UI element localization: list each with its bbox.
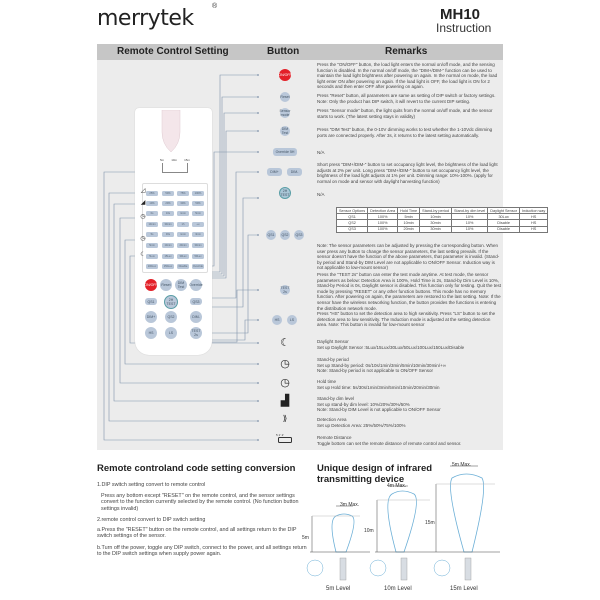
max-width-10m: 4m Max.: [387, 483, 407, 489]
hs-button[interactable]: HS: [272, 315, 282, 325]
key-panel: [142, 183, 208, 273]
clock-icon: ◷: [140, 214, 146, 220]
qs-cell: HS: [520, 226, 548, 232]
remark-dim-test: Press "DIM Test" button, the 0-10V dimming works to test whether the 1-10Vdc dimming ports are connected properly. After 3s, it returns to the latest setting automatically.: [317, 127, 493, 138]
remote-key[interactable]: 1h: [177, 222, 189, 227]
subtitle: Instruction: [436, 21, 492, 35]
remote-key[interactable]: Override: [193, 265, 203, 268]
remote-key[interactable]: 1min: [177, 211, 189, 216]
remote-qs1-button[interactable]: QS1: [145, 298, 157, 305]
remote-qs2-button[interactable]: QS2: [165, 311, 177, 323]
qs-header-cell: Stand-by dim level: [451, 208, 487, 214]
remote-key[interactable]: 20%: [162, 201, 174, 206]
remote-key[interactable]: 10s: [162, 211, 174, 216]
onoff-button[interactable]: ON/OFF: [279, 69, 291, 81]
remark-hs-ls: Press "HS" button to set the detection area to high sensitivity. Press "LS" button to set the detection area to low sensitivity. The Induction mode is adjusted at the setting detection area. Note: This button is invalid for low-mount sensor: [317, 311, 496, 328]
remote-key[interactable]: 5s: [146, 232, 158, 237]
conversion-title: Remote controland code setting conversion: [97, 463, 296, 474]
registered-mark: ®: [212, 3, 218, 10]
standby-clock-icon: ◷: [140, 236, 146, 242]
remark-test2h: N/A: [317, 192, 325, 197]
remote-key[interactable]: 30Lux: [177, 254, 189, 259]
remote-key[interactable]: 30%: [177, 201, 189, 206]
ls-button[interactable]: LS: [287, 315, 297, 325]
test-2s-button[interactable]: TEST 2s: [280, 286, 290, 294]
qs-cell: 30Lux: [488, 214, 520, 220]
remark-standby-period: Stand-by period Set up Stand-by period: 0s/10s/1min/3min/5min/10min/30min/+∞ Note: Stand-by period is not applicable to ON/OFF Sensor: [317, 357, 446, 374]
dim-minus-button[interactable]: DIM-: [287, 168, 302, 176]
qs-cell: 100%: [368, 226, 398, 232]
infrared-emitter: [158, 110, 184, 154]
height-15m: 15m: [425, 520, 435, 526]
remote-dimminus-button[interactable]: DIM-: [190, 311, 202, 323]
height-5m: 5m: [302, 535, 309, 541]
level-15m-label: 15m Level: [450, 586, 478, 592]
qs-header-cell: Hold Time: [398, 208, 420, 214]
qs-table: [336, 207, 548, 233]
remote-key[interactable]: 100%: [192, 191, 204, 196]
qs-cell: 10min: [398, 220, 420, 226]
remote-key[interactable]: 10%: [146, 201, 158, 206]
remote-test2s-button[interactable]: TEST 2s: [191, 329, 201, 337]
qs3-button[interactable]: QS3: [294, 230, 304, 240]
remote-key[interactable]: 0s: [146, 211, 158, 216]
level-10m-label: 10m Level: [384, 586, 412, 592]
qs-cell: 10min: [420, 214, 452, 220]
remote-key[interactable]: 100Lux: [147, 265, 157, 268]
dip-label-10m: 10m: [171, 158, 178, 162]
remote-key[interactable]: 10min: [162, 243, 174, 248]
remote-key[interactable]: 10min: [146, 222, 158, 227]
daylight-icon: ☾: [140, 252, 146, 258]
qs-cell: 30min: [420, 226, 452, 232]
qs-header-cell: Sensor Options: [337, 208, 368, 214]
daylight-sensor-icon: ☾: [280, 337, 290, 349]
remark-daylight: Daylight Sensor Set up Daylight Sensor :5Lux/15Lux/30Lux/50Lux/100Lux/150Lux/Disable: [317, 339, 465, 350]
qs-header-cell: Induction way: [520, 208, 548, 214]
test-2h-button[interactable]: 2H TEST: [280, 189, 290, 197]
infrared-title: Unique design of infrared transmitting device: [317, 463, 433, 485]
remote-key[interactable]: 150Lux: [163, 265, 173, 268]
remote-key[interactable]: 1min: [177, 232, 189, 237]
qs-cell: 10%: [451, 214, 487, 220]
remote-key[interactable]: 20min: [177, 243, 189, 248]
remote-key[interactable]: 25%: [146, 191, 158, 196]
remote-qs3-button[interactable]: QS3: [190, 298, 202, 305]
brand-logo: merrytek: [97, 6, 194, 31]
conversion-step-1: 1.DIP switch setting convert to remote control: [97, 482, 206, 488]
qs1-button[interactable]: QS1: [266, 230, 276, 240]
remote-override-button[interactable]: Override: [190, 279, 202, 291]
conversion-step-2: 2.remote control convert to DIP switch setting: [97, 517, 206, 523]
remote-key[interactable]: 50Lux: [192, 254, 204, 259]
qs-cell: QS1: [337, 214, 368, 220]
remark-remote-distance: Remote Distance Toggle bottom can set the remote distance of remote control and sensor.: [317, 435, 462, 446]
remote-key[interactable]: 30s: [162, 232, 174, 237]
qs-cell: Disable: [488, 220, 520, 226]
remote-dimtest-button[interactable]: DIM Test: [175, 279, 187, 291]
max-width-5m: 3m Max.: [340, 502, 360, 508]
dim-plus-button[interactable]: DIM+: [267, 168, 282, 176]
qs-cell: QS2: [337, 220, 368, 226]
remote-key[interactable]: 50%: [192, 201, 204, 206]
detection-area-icon: ◿: [140, 188, 146, 194]
qs-table-row: [337, 226, 548, 232]
remark-detection: Detection Area Set up Detection Area: 25%/50%/75%/100%: [317, 417, 406, 428]
dip-switch-labels: [160, 158, 190, 162]
remote-key[interactable]: 15Lux: [162, 254, 174, 259]
dim-test-button[interactable]: DIM Test: [281, 127, 289, 135]
remote-key[interactable]: Disable: [178, 265, 188, 268]
remote-dimplus-button[interactable]: DIM+: [145, 311, 157, 323]
qs-cell: 10%: [451, 220, 487, 226]
remark-dim: Short press "DIM+/DIM-" button to set occupancy light level, the brightness of the load light adjusts at 2% per unit. Long press "DIM+/DIM-" button to set occupancy light level, the brightness of the load light adjusts at 1% per unit. Dimming range: 10%-100%. (apply for normal on mode and sensor with daylight harvesting function): [317, 162, 498, 184]
remote-key[interactable]: 3min: [192, 232, 204, 237]
qs2-button[interactable]: QS2: [280, 230, 290, 240]
model-title: MH10: [440, 6, 481, 23]
qs-cell: 10%: [451, 226, 487, 232]
reset-button[interactable]: Reset: [280, 92, 290, 102]
remote-test2h-button[interactable]: 2H TEST: [164, 295, 178, 309]
level-5m-label: 5m Level: [326, 586, 351, 592]
remark-override: N/A: [317, 150, 325, 155]
qs-cell: HS: [520, 214, 548, 220]
remark-onoff: Press the "ON/OFF" button, the load light enters the normal on/off mode, and the sensing function is disabled. In the normal on/off mode, the "DIM+/DIM-" function can be used to maintain the load light brightness after powering on again. In the normal on mode, the load light enter ON after powering on again. If the load light is OFF, the load light is ON for 2 seconds and then enter OFF after powering on again.: [317, 62, 498, 90]
qs-cell: 100%: [368, 220, 398, 226]
remote-key[interactable]: 5min: [146, 243, 158, 248]
col-button: Button: [267, 46, 300, 57]
height-10m: 10m: [364, 528, 374, 534]
hold-time-icon: ◷: [280, 377, 290, 389]
remark-hold-time: Hold time Set up Hold time: 5s/30s/1min/3min/5min/10min/20min/30min: [317, 379, 440, 390]
beam-15m: [451, 474, 484, 552]
standby-dim-icon: ▟: [280, 395, 290, 407]
qs-cell: 100%: [368, 214, 398, 220]
qs-cell: 30min: [420, 220, 452, 226]
qs-cell: QS3: [337, 226, 368, 232]
remote-hs-button[interactable]: HS: [145, 327, 157, 339]
standby-period-icon: ◷: [280, 358, 290, 370]
qs-cell: 20min: [398, 226, 420, 232]
remark-qs-note: Note: The sensor parameters can be adjusted by pressing the corresponding button. When user press any button to change the sensor parameters, the last setting prevails. If the sensor doesn't have the function of the above parameters, that parameter is invalid. (Stand-by period and Stand-by DIM Level are not applicable to ON/OFF Sensor. Induction way is not applicable to low-mount sensor): [317, 243, 500, 271]
override-5h-button[interactable]: Override 5H: [273, 148, 297, 156]
col-remote: Remote Control Setting: [117, 46, 229, 57]
qs-cell: Disable: [488, 226, 520, 232]
dip-switch[interactable]: [162, 163, 188, 173]
qs-cell: HS: [520, 220, 548, 226]
remote-key[interactable]: 5min: [192, 211, 204, 216]
conversion-step-2a: a.Press the "RESET" button on the remote control, and all settings return to the DIP switch settings of the sensor.: [97, 527, 297, 540]
infrared-diagram: [300, 460, 503, 600]
sensor-mode-button[interactable]: Sensor mode: [279, 109, 291, 117]
remark-test2s: Press the "TEST 2s" button can enter the test mode anytime. At test mode, the sensor parameters as below: Detection Area is 100%, Hold Time is 2s, Stand-by Dim Level is 10%, Stand-by Period is 0s, Daylight sensor is disabled. This function only for testing. Quit the test mode by pressing "RESET" or any other function buttons. This mode has no memory function. After powering on again, the parameters are restored to the last setting. Note: If the sensor have the wireless networking function, the button provides the functions is entering the distribution network mode.: [317, 272, 502, 311]
beam-5m: [332, 514, 354, 552]
remote-ls-button[interactable]: LS: [165, 327, 177, 339]
detection-area-icon: ⟫: [282, 414, 288, 423]
remote-key[interactable]: 50%: [162, 191, 174, 196]
remote-onoff-button[interactable]: ON/OFF: [145, 279, 157, 291]
remark-sensor-mode: Press "Sensor mode" button, the light quits from the normal on/off mode, and the sensor starts to work. (The latest setting stays in validity): [317, 108, 493, 119]
remote-key[interactable]: 75%: [177, 191, 189, 196]
remote-key[interactable]: 30min: [192, 243, 204, 248]
max-width-15m: 5m Max.: [452, 462, 472, 468]
qs-header-cell: Daylight Sensor: [488, 208, 520, 214]
remote-key[interactable]: 5Lux: [146, 254, 158, 259]
remark-reset: Press "Reset" button, all parameters are same as setting of DIP switch or factory settings. Note: Only the product has DIP switch, it will revert to the current DIP setting.: [317, 93, 496, 104]
remote-distance-switch-icon[interactable]: [278, 437, 292, 443]
remote-key[interactable]: 30min: [162, 222, 174, 227]
remote-distance-label: 5 1' 2': [276, 433, 284, 437]
dip-label-15m: 15m: [184, 158, 190, 162]
dip-label-5m: 5m: [160, 158, 165, 162]
conversion-step-2b: b.Turn off the power, toggle any DIP switch, connect to the power, and all settings return to the DIP switch settings when supply power again.: [97, 545, 307, 558]
dim-level-icon: ◢: [140, 200, 146, 206]
remote-key[interactable]: +∞: [192, 222, 204, 227]
qs-cell: 5min: [398, 214, 420, 220]
qs-header-cell: Stand-by period: [420, 208, 452, 214]
qs-header-cell: Detection Area: [368, 208, 398, 214]
remark-standby-dim: Stand-by dim level Set up stand-by dim level: 10%/20%/30%/50% Note: Stand-by DIM Level is not applicable to ON/OFF Sensor: [317, 396, 441, 413]
col-remarks: Remarks: [385, 46, 428, 57]
conversion-step-1-text: Press any bottom except "RESET" on the remote control, and the sensor settings convert to the function currently selected by the remote control. (No function button settings invalid): [101, 493, 299, 512]
remote-reset-button[interactable]: Reset: [160, 279, 172, 291]
